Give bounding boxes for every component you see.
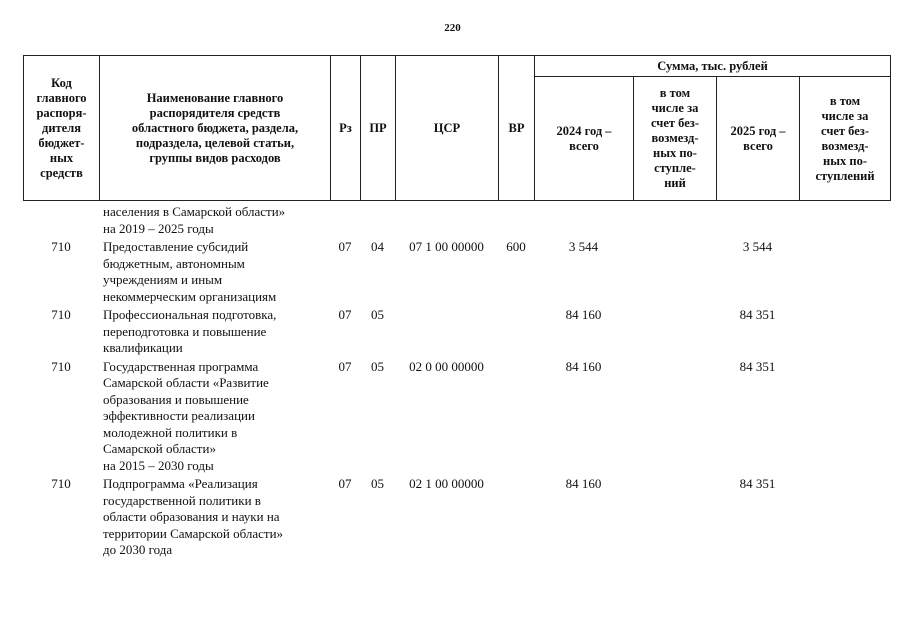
row-free-2025: [799, 239, 890, 305]
row-code: 710: [51, 476, 71, 491]
row-vr: [498, 204, 534, 237]
row-name: Профессиональная подготовка, переподготовка и повышение квалификации: [103, 307, 277, 355]
row-free-2025: [799, 359, 890, 475]
row-vr: [498, 307, 534, 357]
row-name: Государственная программа Самарской области «Развитие образования и повышение эффективности реализации молодежной политики в Самарской области» на 2015 – 2030 годы: [103, 358, 269, 473]
row-free-2025: [799, 204, 890, 237]
row-csr: 07 1 00 00000: [409, 239, 484, 254]
row-rz: 07: [338, 476, 352, 491]
row-rz: 07: [338, 307, 352, 322]
row-pr: 04: [371, 239, 384, 254]
table-row: [23, 307, 890, 357]
row-sum-2025: 84 351: [739, 476, 776, 491]
col-header-sum-group: Сумма, тыс. рублей: [535, 56, 891, 77]
row-free-2024: [633, 307, 716, 357]
col-header-csr: ЦСР: [396, 56, 499, 201]
row-free-2024: [633, 359, 716, 475]
table-row: [23, 239, 890, 305]
col-header-2025-free: в том числе за счет без- возмезд- ных по- ступлений: [800, 77, 891, 201]
col-header-pr: ПР: [361, 56, 396, 201]
row-rz: 07: [338, 358, 352, 374]
row-free-2025: [799, 476, 890, 559]
row-code: 710: [51, 358, 71, 374]
row-sum-2025: 3 544: [742, 239, 773, 254]
col-header-vr: ВР: [499, 56, 535, 201]
row-sum-2025: 84 351: [739, 358, 776, 374]
row-name: населения в Самарской области» на 2019 – 2025 годы: [103, 204, 286, 236]
col-header-rz: Рз: [331, 56, 361, 201]
row-sum-2024: 84 160: [565, 476, 602, 491]
row-vr: 600: [506, 239, 526, 254]
col-header-2024-total: 2024 год – всего: [535, 77, 634, 201]
row-sum-2025: 84 351: [739, 307, 776, 322]
row-free-2024: [633, 476, 716, 559]
row-pr: [360, 204, 395, 237]
table-row: [23, 359, 890, 475]
row-vr: [498, 476, 534, 559]
col-header-2024-free: в том числе за счет без- возмезд- ных по- ступле- ний: [634, 77, 717, 201]
row-pr: 05: [371, 476, 384, 491]
table-row: [23, 476, 890, 559]
col-header-name: Наименование главного распорядителя средств областного бюджета, раздела, подраздела, целевой статьи, группы видов расходов: [100, 56, 331, 201]
row-pr: 05: [371, 307, 384, 322]
row-name: Подпрограмма «Реализация государственной политики в области образования и науки на территории Самарской области» до 2030 года: [103, 476, 284, 557]
col-header-2025-total: 2025 год – всего: [717, 77, 800, 201]
row-code: [23, 204, 99, 237]
row-free-2024: [633, 239, 716, 305]
row-code: 710: [51, 307, 71, 322]
row-sum-2024: 3 544: [568, 239, 599, 254]
row-code: 710: [51, 239, 71, 254]
table-body: [23, 204, 890, 559]
row-free-2024: [633, 204, 716, 237]
row-rz: 07: [338, 239, 352, 254]
row-pr: 05: [371, 358, 384, 374]
row-sum-2025: [716, 204, 799, 237]
row-rz: [330, 204, 360, 237]
table-row: [23, 204, 890, 237]
row-free-2025: [799, 307, 890, 357]
row-vr: [498, 359, 534, 475]
row-csr: 02 0 00 00000: [409, 358, 484, 374]
page-number: 220: [444, 22, 461, 34]
row-csr: [395, 307, 498, 357]
row-name: Предоставление субсидий бюджетным, автономным учреждениям и иным некоммерческим организациям: [103, 239, 277, 304]
row-sum-2024: 84 160: [565, 358, 602, 374]
row-sum-2024: [534, 204, 633, 237]
row-csr: [395, 204, 498, 237]
table-header: [23, 55, 891, 201]
row-sum-2024: 84 160: [565, 307, 602, 322]
row-csr: 02 1 00 00000: [409, 476, 484, 491]
col-header-code: Код главного распоря- дителя бюджет- ных средств: [24, 56, 100, 201]
